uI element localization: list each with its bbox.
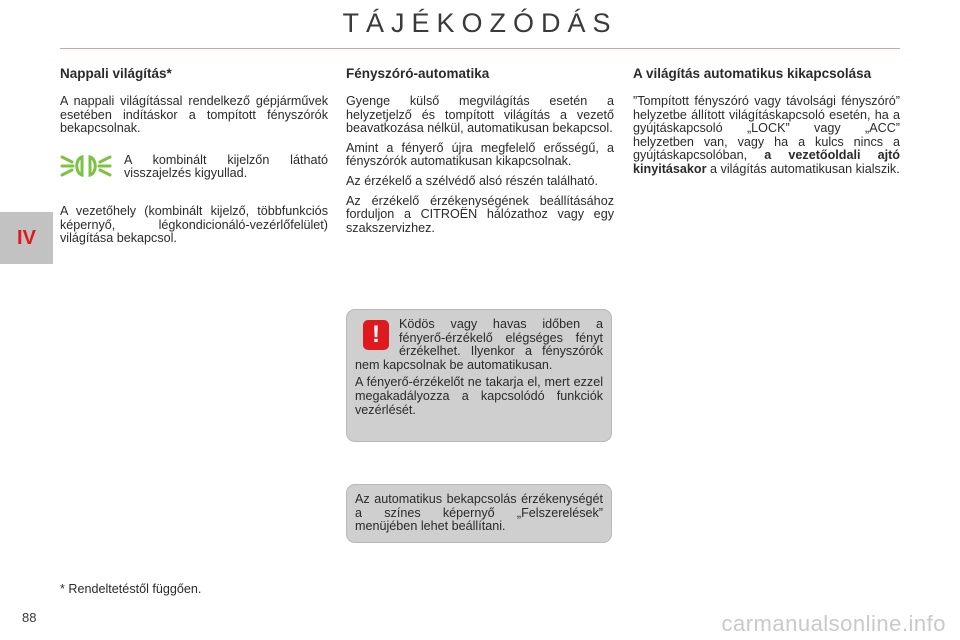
auto-lighting-paragraph-2: Amint a fényerő újra megfelelő erősségű, a fényszórók automatikusan kikapcsolnak.: [346, 140, 614, 169]
info-text: Az automatikus bekapcsolás érzékenységét a színes képernyő „Felszerelések” menüjében lehet beállítani.: [355, 492, 603, 534]
footnote: * Rendeltetéstől függően.: [60, 582, 202, 596]
auto-off-section: [633, 66, 900, 183]
daylight-paragraph-1: A nappali világítással rendelkező gépjárművek esetében indításkor a tompított fényszórók bekapcsolnak.: [60, 94, 328, 136]
daylight-heading: Nappali világítás*: [60, 66, 172, 81]
daylight-paragraph-2: A vezetőhely (kombinált kijelző, többfunkciós képernyő, légkondicionáló-vezérlőfelület) világítása bekapcsol.: [60, 203, 328, 246]
page-title: TÁJÉKOZÓDÁS: [342, 8, 618, 38]
auto-off-paragraph: [633, 95, 900, 177]
daylight-indicator-text: A kombinált kijelzőn látható visszajelzés kigyullad.: [124, 152, 328, 181]
daylight-indicator-row: [60, 154, 328, 181]
info-box: [346, 484, 612, 543]
title-divider: [60, 48, 900, 49]
page-number: 88: [22, 610, 37, 625]
chapter-tab: IV: [0, 212, 53, 264]
auto-lighting-paragraph-4: Az érzékelő érzékenységének beállításához forduljon a CITROËN hálózathoz vagy egy szakszervizhez.: [346, 193, 614, 235]
auto-lighting-paragraph-1: Gyenge külső megvilágítás esetén a helyzetjelző és tompított világítás a vezető beavatkozása nélkül, automatikusan bekapcsol.: [346, 94, 614, 136]
auto-lighting-section: [346, 66, 614, 241]
warning-paragraph-1: Ködös vagy havas időben a fényerő-érzékelő elégséges fényt érzékelhet. Ilyenkor a fényszórók nem kapcsolnak be automatikusan.: [355, 317, 603, 372]
daylight-lamp-icon: [60, 151, 112, 181]
daylight-section: [60, 66, 328, 252]
auto-off-heading: A világítás automatikus kikapcsolása: [633, 66, 872, 81]
auto-lighting-paragraph-3: Az érzékelő a szélvédő alsó részén található.: [346, 173, 599, 188]
auto-off-text-bold: a vezetőoldali ajtó kinyitásakor: [633, 148, 900, 176]
watermark: carmanualsonline.info: [721, 611, 946, 636]
auto-lighting-heading: Fényszóró-automatika: [346, 66, 490, 81]
exclamation-icon: !: [363, 320, 389, 350]
auto-off-text-start: ”Tompított fényszóró vagy távolsági fényszóró” helyzetbe állított világításkapcsoló esetén, ha a gyújtáskapcsoló „LOCK” vagy „ACC” helyzetben van, vagy ha a kulcs nincs a gyújtáskapcsolóban,: [633, 94, 900, 163]
warning-paragraph-2: A fényerő-érzékelőt ne takarja el, mert ezzel megakadályozza a kapcsolódó funkciók vezérlését.: [355, 375, 603, 417]
warning-box: [346, 309, 612, 442]
auto-off-text-end: a világítás automatikusan kialszik.: [710, 161, 900, 176]
